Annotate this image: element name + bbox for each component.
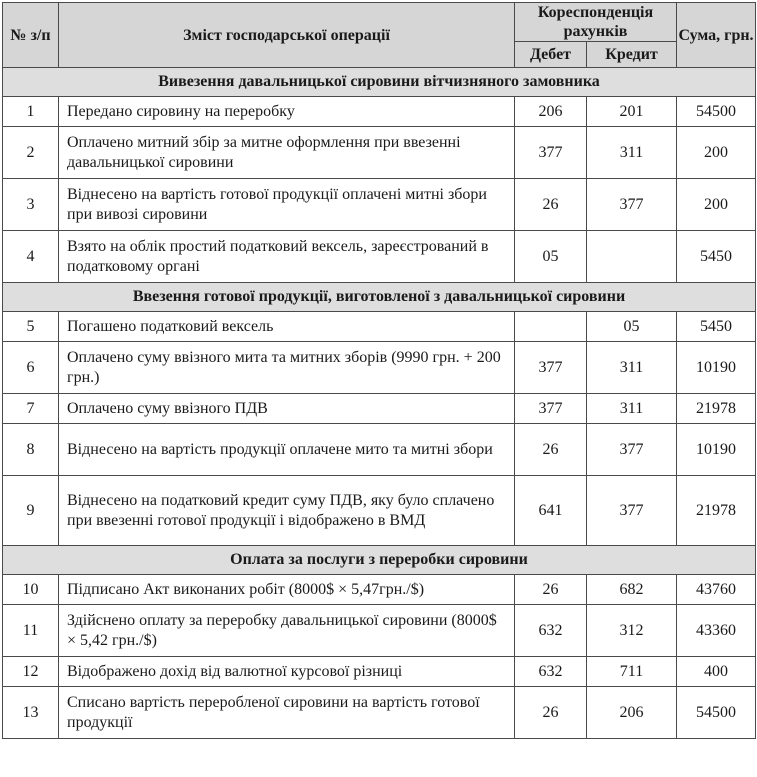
row-credit: 312 xyxy=(587,605,677,657)
row-sum: 5450 xyxy=(677,231,756,283)
table-row xyxy=(3,605,756,657)
section-row xyxy=(3,283,756,312)
table-body xyxy=(3,68,756,739)
row-debit: 26 xyxy=(515,575,587,605)
row-credit: 05 xyxy=(587,312,677,342)
table-row xyxy=(3,424,756,476)
row-credit: 711 xyxy=(587,657,677,687)
row-debit: 26 xyxy=(515,424,587,476)
section-title: Оплата за послуги з переробки сировини xyxy=(3,546,756,575)
row-sum: 54500 xyxy=(677,687,756,739)
row-sum: 54500 xyxy=(677,97,756,127)
header-correspondence: Кореспонденція рахунків xyxy=(515,3,677,42)
row-sum: 10190 xyxy=(677,424,756,476)
row-credit: 311 xyxy=(587,394,677,424)
row-description: Списано вартість переробленої сировини на вартість готової продукції xyxy=(59,687,515,739)
row-number: 8 xyxy=(3,424,59,476)
row-description: Віднесено на вартість продукції оплачене мито та митні збори xyxy=(59,424,515,476)
operations-table xyxy=(2,2,756,739)
row-number: 11 xyxy=(3,605,59,657)
row-number: 7 xyxy=(3,394,59,424)
table-row xyxy=(3,476,756,546)
row-description: Передано сировину на переробку xyxy=(59,97,515,127)
table-row xyxy=(3,97,756,127)
row-sum: 400 xyxy=(677,657,756,687)
row-debit: 377 xyxy=(515,342,587,394)
row-number: 6 xyxy=(3,342,59,394)
row-sum: 200 xyxy=(677,179,756,231)
row-sum: 200 xyxy=(677,127,756,179)
row-credit: 311 xyxy=(587,342,677,394)
table-row xyxy=(3,312,756,342)
row-sum: 10190 xyxy=(677,342,756,394)
table-header xyxy=(3,3,756,68)
table-row xyxy=(3,575,756,605)
row-description: Відображено дохід від валютної курсової різниці xyxy=(59,657,515,687)
row-number: 5 xyxy=(3,312,59,342)
table-row xyxy=(3,394,756,424)
table-row xyxy=(3,687,756,739)
row-debit: 05 xyxy=(515,231,587,283)
row-number: 12 xyxy=(3,657,59,687)
table-row xyxy=(3,179,756,231)
section-row xyxy=(3,68,756,97)
row-credit xyxy=(587,231,677,283)
row-description: Віднесено на вартість готової продукції оплачені митні збори при вивозі сировини xyxy=(59,179,515,231)
row-credit: 377 xyxy=(587,179,677,231)
table-row xyxy=(3,657,756,687)
section-title: Ввезення готової продукції, виготовленої з давальницької сировини xyxy=(3,283,756,312)
row-credit: 311 xyxy=(587,127,677,179)
row-credit: 206 xyxy=(587,687,677,739)
header-sum: Сума, грн. xyxy=(677,3,756,68)
table-row xyxy=(3,231,756,283)
row-debit: 377 xyxy=(515,127,587,179)
section-row xyxy=(3,546,756,575)
row-description: Взято на облік простий податковий вексель, зареєстрований в податковому органі xyxy=(59,231,515,283)
header-debit: Дебет xyxy=(515,42,587,68)
row-description: Оплачено митний збір за митне оформлення при ввезенні давальницької сировини xyxy=(59,127,515,179)
row-sum: 5450 xyxy=(677,312,756,342)
row-debit xyxy=(515,312,587,342)
row-debit: 377 xyxy=(515,394,587,424)
header-credit: Кредит xyxy=(587,42,677,68)
section-title: Вивезення давальницької сировини вітчизняного замовника xyxy=(3,68,756,97)
table-row xyxy=(3,127,756,179)
row-description: Підписано Акт виконаних робіт (8000$ × 5,47грн./$) xyxy=(59,575,515,605)
header-number: № з/п xyxy=(3,3,59,68)
row-sum: 21978 xyxy=(677,394,756,424)
row-number: 13 xyxy=(3,687,59,739)
row-description: Здійснено оплату за переробку давальницької сировини (8000$ × 5,42 грн./$) xyxy=(59,605,515,657)
row-debit: 26 xyxy=(515,179,587,231)
header-content: Зміст господарської операції xyxy=(59,3,515,68)
row-credit: 377 xyxy=(587,424,677,476)
row-description: Оплачено суму ввізного мита та митних зборів (9990 грн. + 200 грн.) xyxy=(59,342,515,394)
row-description: Оплачено суму ввізного ПДВ xyxy=(59,394,515,424)
row-debit: 641 xyxy=(515,476,587,546)
row-number: 3 xyxy=(3,179,59,231)
row-debit: 206 xyxy=(515,97,587,127)
row-number: 10 xyxy=(3,575,59,605)
row-description: Віднесено на податковий кредит суму ПДВ, яку було сплачено при ввезенні готової продукції і відображено в ВМД xyxy=(59,476,515,546)
row-debit: 632 xyxy=(515,605,587,657)
row-debit: 632 xyxy=(515,657,587,687)
row-number: 4 xyxy=(3,231,59,283)
row-credit: 682 xyxy=(587,575,677,605)
row-sum: 21978 xyxy=(677,476,756,546)
row-description: Погашено податковий вексель xyxy=(59,312,515,342)
row-number: 9 xyxy=(3,476,59,546)
row-debit: 26 xyxy=(515,687,587,739)
operations-table-container xyxy=(2,2,755,775)
row-sum: 43760 xyxy=(677,575,756,605)
table-row xyxy=(3,342,756,394)
row-number: 1 xyxy=(3,97,59,127)
row-sum: 43360 xyxy=(677,605,756,657)
row-credit: 377 xyxy=(587,476,677,546)
row-number: 2 xyxy=(3,127,59,179)
row-credit: 201 xyxy=(587,97,677,127)
